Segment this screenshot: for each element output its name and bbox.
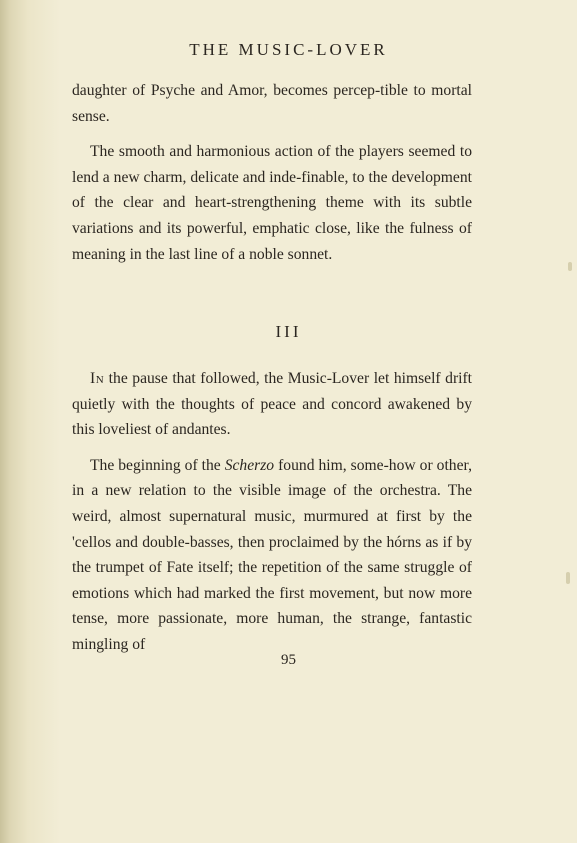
text-block-top <box>72 78 472 277</box>
text-block-bottom <box>72 366 472 668</box>
section-number: III <box>275 322 302 341</box>
paragraph-pause <box>72 366 472 443</box>
paper-speck <box>566 572 570 584</box>
page-number: 95 <box>281 652 296 668</box>
scherzo-italic: Scherzo <box>224 456 275 474</box>
paragraph-scherzo-text: found him, some-how or other, in a new relation to the visible image of the orchestra. The weird, almost supernatural music, murmured at first by the 'cellos and double-basses, then proclaimed by the hórns as if by the trumpet of Fate itself; the repetition of the same struggle of emotions which had marked the first movement, but now more tense, more passionate, more human, the strange, fantastic mingling of <box>72 456 472 653</box>
paragraph-continuation: daughter of Psyche and Amor, becomes percep-tible to mortal sense. <box>72 82 472 125</box>
paragraph-pause-text: the pause that followed, the Music-Lover let himself drift quietly with the thoughts of peace and concord awakened by this loveliest of andantes. <box>72 370 472 439</box>
paragraph-scherzo <box>72 453 472 658</box>
paragraph-lead-word: In <box>90 370 105 387</box>
paper-speck <box>568 262 572 271</box>
paragraph-scherzo-start: The beginning of the <box>90 456 225 474</box>
paragraph-theme: The smooth and harmonious action of the players seemed to lend a new charm, delicate and inde-finable, to the development of the clear and heart-strengthening theme with its subtle variations and its powerful, emphatic close, like the fulness of meaning in the last line of a noble sonnet. <box>72 143 472 263</box>
running-head: THE MUSIC-LOVER <box>189 40 388 59</box>
